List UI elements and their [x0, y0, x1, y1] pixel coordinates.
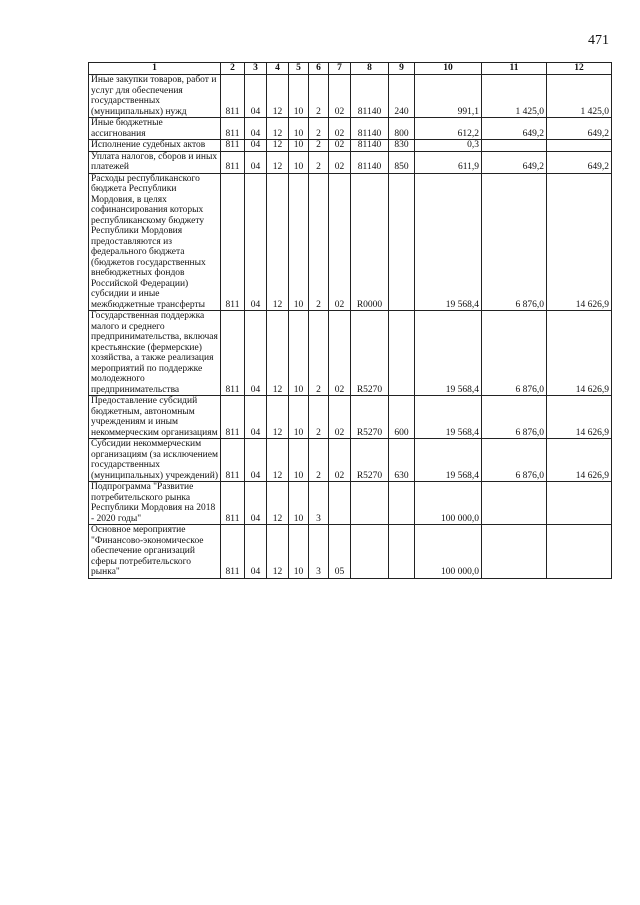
column-header: 3	[245, 63, 267, 75]
row-name-cell: Иные закупки товаров, работ и услуг для обеспечения государственных (муниципальных) нужд	[89, 75, 221, 118]
table-cell: 04	[245, 140, 267, 152]
amount-cell: 6 876,0	[482, 439, 547, 482]
table-cell: 04	[245, 311, 267, 396]
table-cell: 2	[309, 140, 329, 152]
table-cell: 850	[389, 151, 415, 173]
table-cell: 811	[221, 173, 245, 311]
table-cell: 81140	[351, 140, 389, 152]
amount-cell: 14 626,9	[547, 439, 612, 482]
table-cell	[389, 311, 415, 396]
table-cell: 81140	[351, 118, 389, 140]
amount-cell: 649,2	[482, 118, 547, 140]
amount-cell	[482, 525, 547, 579]
table-cell: 830	[389, 140, 415, 152]
amount-cell: 6 876,0	[482, 396, 547, 439]
table-cell: 04	[245, 118, 267, 140]
amount-cell	[482, 140, 547, 152]
table-cell	[329, 482, 351, 525]
table-row	[89, 151, 612, 173]
table-cell	[389, 525, 415, 579]
amount-cell: 19 568,4	[415, 173, 482, 311]
table-cell: 04	[245, 75, 267, 118]
row-name-cell: Субсидии некоммерческим организациям (за исключением государственных (муниципальных) учреждений)	[89, 439, 221, 482]
amount-cell: 1 425,0	[482, 75, 547, 118]
amount-cell: 6 876,0	[482, 173, 547, 311]
table-cell: 12	[267, 173, 289, 311]
table-cell: 2	[309, 118, 329, 140]
table-cell: 02	[329, 311, 351, 396]
row-name-cell: Предоставление субсидий бюджетным, автономным учреждениям и иным некоммерческим организациям	[89, 396, 221, 439]
amount-cell	[547, 140, 612, 152]
table-cell: 10	[289, 525, 309, 579]
table-cell: R5270	[351, 396, 389, 439]
table-header-row	[89, 63, 612, 75]
column-header: 6	[309, 63, 329, 75]
amount-cell: 649,2	[547, 118, 612, 140]
row-name-cell: Основное мероприятие "Финансово-экономическое обеспечение организаций сферы потребительского рынка"	[89, 525, 221, 579]
column-header: 9	[389, 63, 415, 75]
table-cell: 811	[221, 525, 245, 579]
table-cell: 04	[245, 525, 267, 579]
table-cell: 10	[289, 311, 309, 396]
table-cell: 2	[309, 396, 329, 439]
table-cell: 12	[267, 118, 289, 140]
table-cell	[351, 482, 389, 525]
amount-cell: 0,3	[415, 140, 482, 152]
amount-cell: 611,9	[415, 151, 482, 173]
amount-cell	[547, 482, 612, 525]
table-cell: 10	[289, 173, 309, 311]
table-cell: 600	[389, 396, 415, 439]
amount-cell: 1 425,0	[547, 75, 612, 118]
amount-cell: 19 568,4	[415, 439, 482, 482]
amount-cell: 100 000,0	[415, 482, 482, 525]
table-row	[89, 311, 612, 396]
table-cell: 04	[245, 151, 267, 173]
table-cell: 12	[267, 140, 289, 152]
table-cell: 10	[289, 439, 309, 482]
row-name-cell: Уплата налогов, сборов и иных платежей	[89, 151, 221, 173]
table-cell: 10	[289, 140, 309, 152]
table-cell: 10	[289, 75, 309, 118]
table-cell: R5270	[351, 439, 389, 482]
table-cell: 02	[329, 151, 351, 173]
column-header: 7	[329, 63, 351, 75]
table-cell: R0000	[351, 173, 389, 311]
table-cell: 12	[267, 396, 289, 439]
table-cell: 04	[245, 439, 267, 482]
column-header: 11	[482, 63, 547, 75]
table-cell: 02	[329, 75, 351, 118]
amount-cell: 19 568,4	[415, 396, 482, 439]
table-cell: 02	[329, 140, 351, 152]
table-cell: 811	[221, 118, 245, 140]
table-cell: 02	[329, 118, 351, 140]
table-cell: 811	[221, 396, 245, 439]
table-cell: 811	[221, 140, 245, 152]
row-name-cell: Иные бюджетные ассигнования	[89, 118, 221, 140]
column-header: 4	[267, 63, 289, 75]
row-name-cell: Государственная поддержка малого и среднего предпринимательства, включая крестьянские (фермерские) хозяйства, а также реализация мероприятий по поддержке молодежного предпринимательства	[89, 311, 221, 396]
table-cell: 811	[221, 311, 245, 396]
row-name-cell: Расходы республиканского бюджета Республики Мордовия, в целях софинансирования которых республиканскому бюджету Республики Мордовия предоставляются из федерального бюджета (бюджетов государственных внебюджетных фондов Российской Федерации) субсидии и иные межбюджетные трансферты	[89, 173, 221, 311]
table-cell: 10	[289, 396, 309, 439]
amount-cell: 649,2	[547, 151, 612, 173]
amount-cell	[482, 482, 547, 525]
table-cell: 10	[289, 118, 309, 140]
column-header: 2	[221, 63, 245, 75]
table-cell	[351, 525, 389, 579]
row-name-cell: Подпрограмма "Развитие потребительского рынка Республики Мордовия на 2018 - 2020 годы"	[89, 482, 221, 525]
amount-cell: 6 876,0	[482, 311, 547, 396]
table-cell: 811	[221, 482, 245, 525]
table-cell: 2	[309, 151, 329, 173]
amount-cell: 991,1	[415, 75, 482, 118]
table-cell: 02	[329, 173, 351, 311]
table-cell: 12	[267, 439, 289, 482]
table-cell: 12	[267, 75, 289, 118]
table-cell: 81140	[351, 75, 389, 118]
table-cell: 811	[221, 75, 245, 118]
table-row	[89, 439, 612, 482]
row-name-cell: Исполнение судебных актов	[89, 140, 221, 152]
amount-cell: 14 626,9	[547, 173, 612, 311]
table-cell	[389, 173, 415, 311]
table-cell: 04	[245, 482, 267, 525]
table-cell: 05	[329, 525, 351, 579]
budget-table	[88, 62, 612, 579]
amount-cell: 612,2	[415, 118, 482, 140]
column-header: 1	[89, 63, 221, 75]
table-cell: 12	[267, 525, 289, 579]
table-cell: 10	[289, 482, 309, 525]
table-row	[89, 140, 612, 152]
table-row	[89, 118, 612, 140]
table-cell: 811	[221, 439, 245, 482]
table-row	[89, 525, 612, 579]
table-cell: 2	[309, 75, 329, 118]
amount-cell: 19 568,4	[415, 311, 482, 396]
table-row	[89, 75, 612, 118]
amount-cell	[547, 525, 612, 579]
table-cell: 2	[309, 439, 329, 482]
table-cell: 10	[289, 151, 309, 173]
amount-cell: 14 626,9	[547, 396, 612, 439]
table-cell: 3	[309, 482, 329, 525]
table-cell: R5270	[351, 311, 389, 396]
table-cell: 04	[245, 173, 267, 311]
table-cell: 630	[389, 439, 415, 482]
table-cell: 81140	[351, 151, 389, 173]
column-header: 5	[289, 63, 309, 75]
table-row	[89, 396, 612, 439]
table-cell: 811	[221, 151, 245, 173]
table-cell: 2	[309, 173, 329, 311]
table-cell: 12	[267, 482, 289, 525]
table-cell: 240	[389, 75, 415, 118]
table-cell: 02	[329, 396, 351, 439]
column-header: 10	[415, 63, 482, 75]
table-cell: 2	[309, 311, 329, 396]
table-cell: 3	[309, 525, 329, 579]
column-header: 12	[547, 63, 612, 75]
table-row	[89, 173, 612, 311]
table-row	[89, 482, 612, 525]
amount-cell: 14 626,9	[547, 311, 612, 396]
table-cell: 04	[245, 396, 267, 439]
table-cell	[389, 482, 415, 525]
table-cell: 02	[329, 439, 351, 482]
table-cell: 12	[267, 151, 289, 173]
table-cell: 12	[267, 311, 289, 396]
amount-cell: 100 000,0	[415, 525, 482, 579]
table-cell: 800	[389, 118, 415, 140]
column-header: 8	[351, 63, 389, 75]
amount-cell: 649,2	[482, 151, 547, 173]
page-number: 471	[588, 33, 609, 48]
